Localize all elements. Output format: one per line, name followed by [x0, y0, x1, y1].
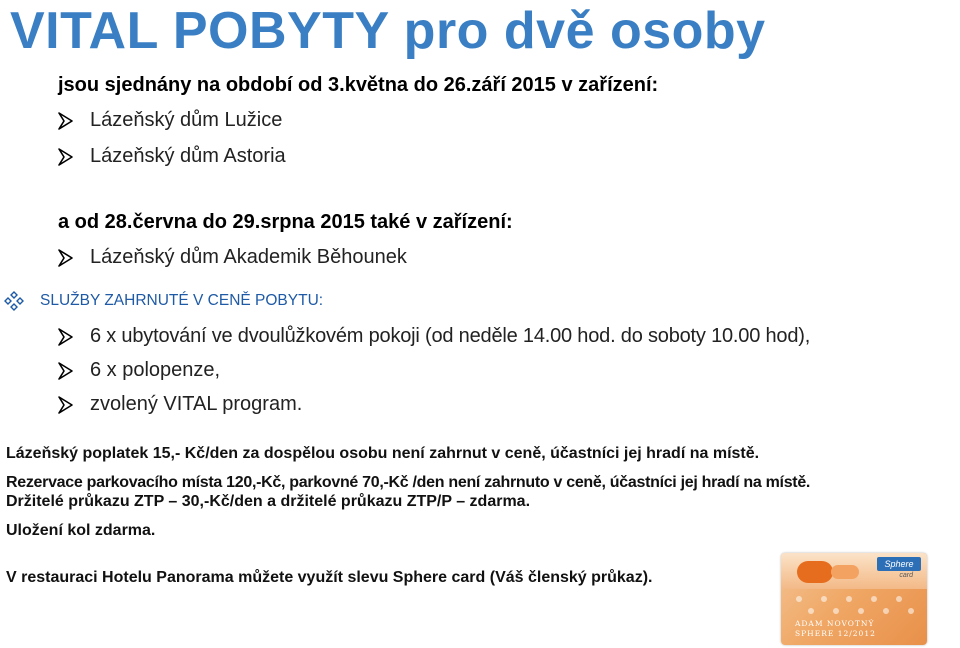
period-second: a od 28.června do 29.srpna 2015 také v zařízení:	[58, 211, 513, 233]
card-logo-icon	[797, 561, 833, 583]
note-spa-fee: Lázeňský poplatek 15,- Kč/den za dospělou osobu není zahrnut v ceně, účastníci jej hradí na místě.	[6, 445, 760, 462]
diamond-bullet-icon	[4, 291, 24, 311]
service-item: 6 x polopenze,	[90, 359, 221, 381]
service-item: 6 x ubytování ve dvoulůžkovém pokoji (od neděle 14.00 hod. do soboty 10.00 hod),	[90, 325, 811, 347]
note-bikes: Uložení kol zdarma.	[6, 522, 156, 539]
card-holder: ADAM NOVOTNÝ	[795, 619, 875, 628]
arrow-bullet-icon	[56, 110, 76, 132]
service-item: zvolený VITAL program.	[90, 393, 303, 415]
sphere-card-image	[781, 553, 927, 645]
card-pattern-icon	[789, 593, 919, 619]
note-sphere-card: V restauraci Hotelu Panorama můžete využít slevu Sphere card (Váš členský průkaz).	[6, 569, 653, 586]
arrow-bullet-icon	[56, 394, 76, 416]
card-brand: Sphere	[877, 557, 921, 571]
services-heading: SLUŽBY ZAHRNUTÉ V CENĚ POBYTU:	[40, 292, 324, 309]
period-first: jsou sjednány na období od 3.května do 26.září 2015 v zařízení:	[58, 74, 659, 96]
card-sub: card	[899, 572, 913, 579]
page-title: VITAL POBYTY pro dvě osoby	[10, 2, 766, 60]
arrow-bullet-icon	[56, 326, 76, 348]
arrow-bullet-icon	[56, 146, 76, 168]
card-number: SPHERE 12/2012	[795, 629, 876, 638]
arrow-bullet-icon	[56, 360, 76, 382]
arrow-bullet-icon	[56, 247, 76, 269]
facility-item: Lázeňský dům Lužice	[90, 109, 283, 131]
note-parking: Rezervace parkovacího místa 120,-Kč, parkovné 70,-Kč /den není zahrnuto v ceně, účastníci jej hradí na místě.	[6, 474, 811, 491]
facility-item: Lázeňský dům Astoria	[90, 145, 286, 167]
note-ztp: Držitelé průkazu ZTP – 30,-Kč/den a držitelé průkazu ZTP/P – zdarma.	[6, 493, 531, 510]
facility-item: Lázeňský dům Akademik Běhounek	[90, 246, 407, 268]
